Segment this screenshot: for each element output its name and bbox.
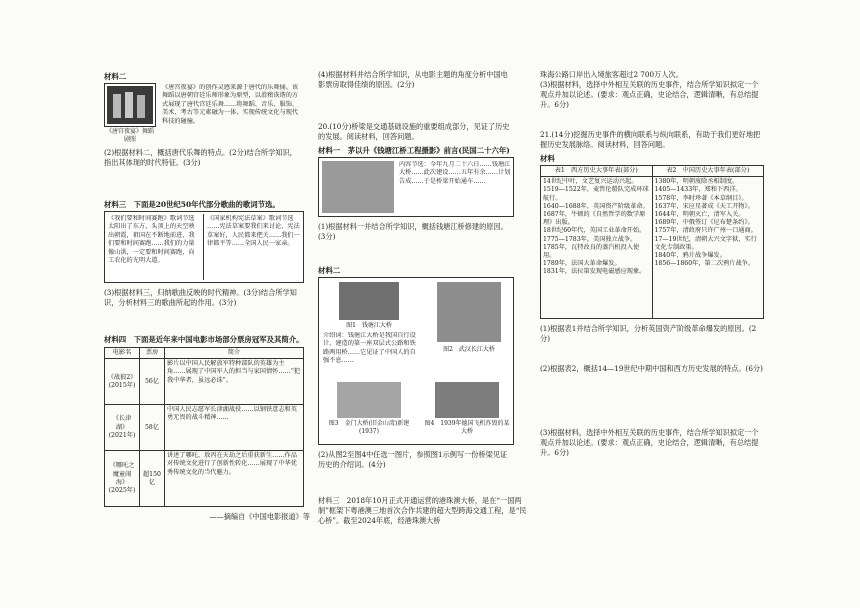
preface-scan-image [322, 161, 394, 213]
lyrics-right: 《国家机构宪法草案》歌词节选 ……宪法草案要我们来讨论，宪法草案好，人民都来把关……我们一律都平等……全国人民一家亲。 [207, 215, 300, 248]
lyrics-left: 《我们要和时间赛跑》歌词节选 太阳出了东方，头顶上的天空映出朝霞，祖国在不断地前进，我们要和时间赛跑……我们的力量像山洪，一定要和时间赛跑，向工农化的光明大道。 [108, 215, 195, 265]
preface-box [318, 157, 514, 217]
th-movie: 电影名 [105, 348, 140, 359]
question-3-2: (2)根据表2，概括14—19世纪中期中国和西方历史发展的特点。(6分) [540, 364, 763, 373]
th-intro: 简介 [165, 348, 304, 359]
bridge-figures-box [318, 277, 514, 445]
material-4-title: 材料四 下面是近年来中国电影市场部分票房冠军及其简介。 [104, 335, 304, 344]
material-2-text: 《唐宫夜宴》的创作灵感来源于唐代的乐舞俑。该舞蹈以唐朝宫廷乐师形象为原型，以滑稽诙谐的方式展现了唐代宫廷乐舞……将舞蹈、音乐、服饰、美术、考古等元素融为一体，实现传统文化与现代科技的碰撞。 [162, 84, 299, 125]
material-3-bridge: 材料三 2018年10月正式开通运营的港珠澳大桥，是在“一国两制”框架下粤港澳三地首次合作共建的超大型跨海交通工程，是“民心桥”。截至2024年底，经港珠澳大桥 [318, 496, 527, 525]
th-china: 表2 中国历史大事年表(部分) [652, 166, 764, 177]
material-2b-title: 材料二 [318, 266, 341, 275]
bridge-photo-2 [437, 282, 501, 342]
figure-4-caption: 图4 1939年德国飞机炸毁的某大桥 [424, 420, 510, 435]
lyrics-box [104, 211, 304, 283]
figure-3-caption: 图3 金门大桥(旧金山湾)新建(1937) [328, 420, 410, 435]
material-3-title: 材料三 下面是20世纪50年代部分歌曲的歌词节选。 [104, 200, 280, 209]
figure-1-caption: 图1 钱塘江大桥 [346, 322, 392, 329]
box-office-table [104, 347, 304, 507]
material-label: 材料 [540, 154, 555, 163]
bridge-photo-4 [435, 382, 499, 418]
question-3-3b: (3)根据材料，选择中外相互关联的历史事件，结合所学知识拟定一个观点并加以论述。(要求：观点正确，史论结合，逻辑清晰，有总结提升。6分) [540, 428, 759, 457]
table-row: 《长津湖》 (2021年) 58亿 中国人民志愿军长津湖战役……以钢铁意志和英勇无畏的战斗精神…… [105, 405, 304, 451]
question-3-3: (3)根据材料，选择中外相互关联的历史事件，结合所学知识拟定一个观点并加以论述。(要求：观点正确，史论结合，逻辑清晰，有总结提升。6分) [540, 80, 759, 109]
question-21-stem: 21.(14分)挖掘历史事件的横向联系与纵向联系，有助于我们更好地把握历史发展脉络。阅读材料，回答问题。 [540, 130, 761, 149]
dance-photo [104, 83, 156, 127]
th-west: 表1 西方历史大事年表(部分) [541, 166, 653, 177]
material-4-source: ——摘编自《中国电影报道》等 [209, 512, 310, 521]
figure-1-intro: 介绍词：钱塘江大桥是我国自行设计、建造的第一座双层式公路和铁路两用桥……它见证了中国人的自强不息…… [323, 332, 416, 365]
bridge-photo-3 [337, 382, 401, 418]
timeline-table [540, 165, 764, 319]
material-1-title: 材料一 茅以升《钱塘江桥工程摄影》前言(民国二十六年) [318, 146, 510, 155]
table-row: 《哪吒之魔童闹海》 (2025年) 超150亿 讲述了哪吒、敖丙在天劫之后重获新生……作品对传统文化进行了创新性转化……展现了中华优秀传统文化的当代魅力。 [105, 451, 304, 507]
question-1-4: (4)根据材料并结合所学知识，从电影主题的角度分析中国电影票房取得佳绩的原因。(2分) [318, 70, 508, 89]
bridge-photo-1 [339, 282, 399, 320]
material-2-title: 材料二 [104, 72, 127, 81]
table-row: 《战狼2》 (2015年) 56亿 影片以中国人民解放军特种部队的英雄为主角……展现了中国军人的担当与家国情怀……“犯我中华者，虽远必诛”。 [105, 359, 304, 405]
preface-text: 内容节选：今年九月二十六日……钱塘江大桥……此次建设……五年有余……计划告成……于是桥梁开始通车…… [399, 161, 511, 185]
west-events: 14世纪中叶，文艺复兴运动兴起。 1519—1522年，麦哲伦船队完成环球航行。 1640—1688年，英国资产阶级革命。 1687年，牛顿的《自然哲学的数学原理》出版。 18世纪60年代，英国工业革命开始。 1775—1783年，美国独立战争。 1785年，瓦特改良的蒸汽机投入使用。 1789年，法国大革命爆发。 1831年，法拉第发现电磁感应现象。 [541, 177, 653, 319]
question-20-stem: 20.(10分)桥梁是交通基础设施的重要组成部分，见证了历史的发展。阅读材料，回答问题。 [318, 122, 510, 141]
col3-continued-text: 珠海公路口岸出入境旅客超过2 700万人次。 [540, 70, 683, 79]
question-1-3: (3)根据材料三，归纳歌曲反映的时代精神。(3分)结合所学知识，分析材料三的歌曲所起的作用。(3分) [104, 288, 297, 307]
table-row [541, 177, 764, 319]
question-1-2: (2)根据材料二，概括唐代乐舞的特点。(2分)结合所学知识，指出其体现的时代特征。(3分) [104, 148, 297, 167]
question-3-1: (1)根据表1并结合所学知识，分析英国资产阶级革命爆发的原因。(2分) [540, 324, 757, 343]
dance-photo-caption: 《唐宫夜宴》舞蹈剧照 [105, 128, 154, 143]
th-boxoffice: 票房 [140, 348, 165, 359]
figure-2-caption: 图2 武汉长江大桥 [443, 346, 495, 353]
china-events: 1380年，明朝废除丞相制度。 1405—1433年，郑和下西洋。 1578年，李时珍著《本草纲目》。 1637年，宋应星著成《天工开物》。 1644年，明朝灭亡，清军入关。 1689年，中俄签订《尼布楚条约》。 1757年，清政府只许广州一口通商。 17—19世纪，清朝大兴文字狱，实行文化专制政策。 1840年，鸦片战争爆发。 1856—1860年，第二次鸦片战争。 [652, 177, 764, 319]
question-2-2: (2)从图2至图4中任选一图片，参照图1示例写一份桥梁见证历史的介绍词。(4分) [318, 450, 508, 469]
question-2-1: (1)根据材料一并结合所学知识，概括钱塘江桥修建的原因。(3分) [318, 222, 508, 241]
